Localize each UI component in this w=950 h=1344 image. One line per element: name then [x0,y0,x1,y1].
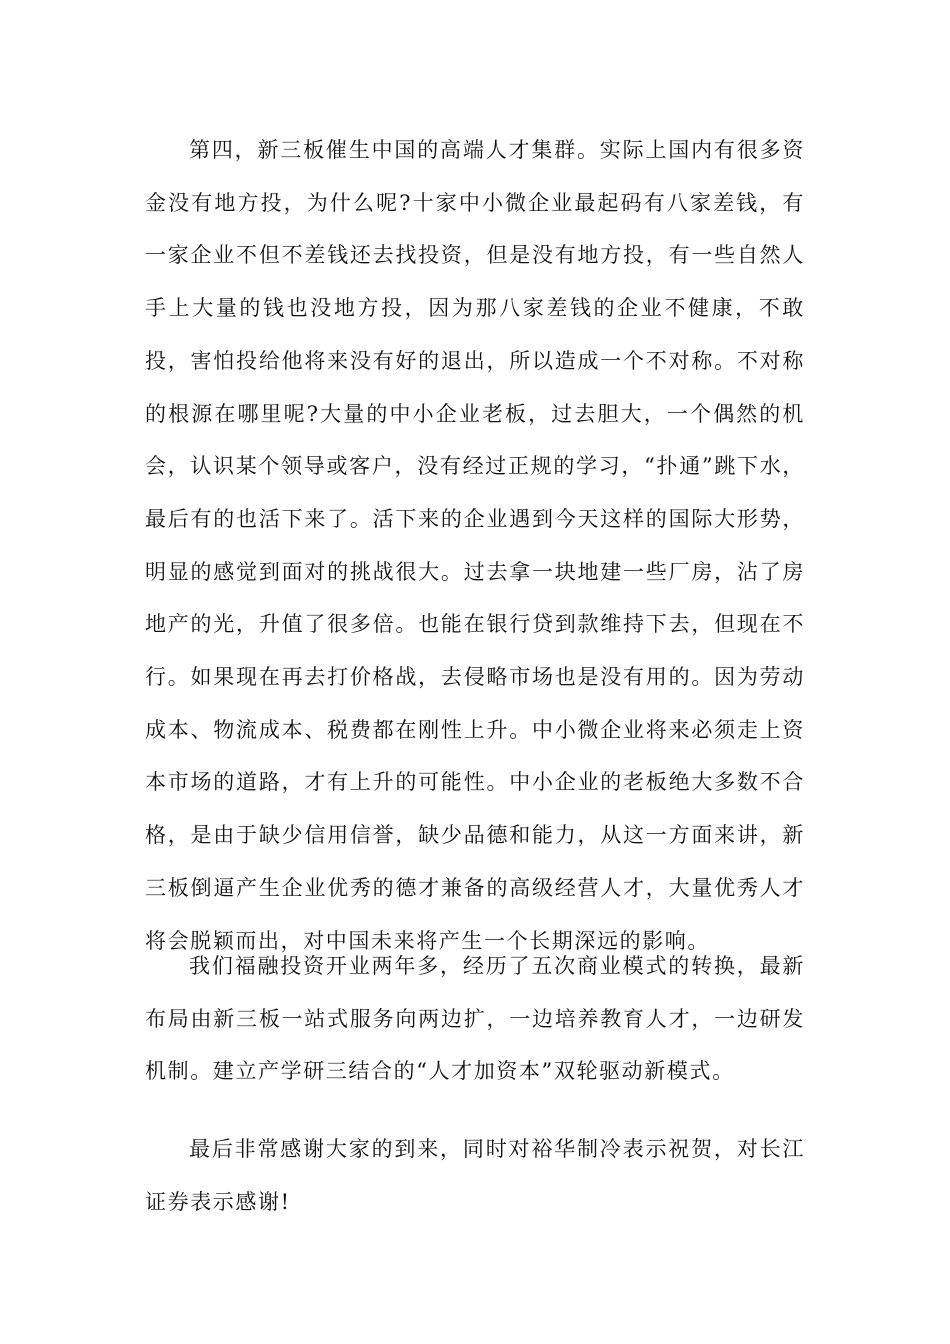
paragraph-closing-thanks: 最后非常感谢大家的到来，同时对裕华制冷表示祝贺，对长江证券表示感谢! [145,1137,805,1214]
paragraph-furong-investment: 我们福融投资开业两年多，经历了五次商业模式的转换，最新布局由新三板一站式服务向两边扩，一边培养教育人才，一边研发机制。建立产学研三结合的“人才加资本”双轮驱动新模式。 [145,954,805,1084]
paragraph-talent-cluster: 第四，新三板催生中国的高端人才集群。实际上国内有很多资金没有地方投，为什么呢?十家中小微企业最起码有八家差钱，有一家企业不但不差钱还去找投资，但是没有地方投，有一些自然人手上大量的钱也没地方投，因为那八家差钱的企业不健康，不敢投，害怕投给他将来没有好的退出，所以造成一个不对称。不对称的根源在哪里呢?大量的中小企业老板，过去胆大，一个偶然的机会，认识某个领导或客户，没有经过正规的学习，“扑通”跳下水，最后有的也活下来了。活下来的企业遇到今天这样的国际大形势，明显的感觉到面对的挑战很大。过去拿一块地建一些厂房，沾了房地产的光，升值了很多倍。也能在银行贷到款维持下去，但现在不行。如果现在再去打价格战，去侵略市场也是没有用的。因为劳动成本、物流成本、税费都在刚性上升。中小微企业将来必须走上资本市场的道路，才有上升的可能性。中小企业的老板绝大多数不合格，是由于缺少信用信誉，缺少品德和能力，从这一方面来讲，新三板倒逼产生企业优秀的德才兼备的高级经营人才，大量优秀人才将会脱颖而出，对中国未来将产生一个长期深远的影响。 [145,138,805,953]
